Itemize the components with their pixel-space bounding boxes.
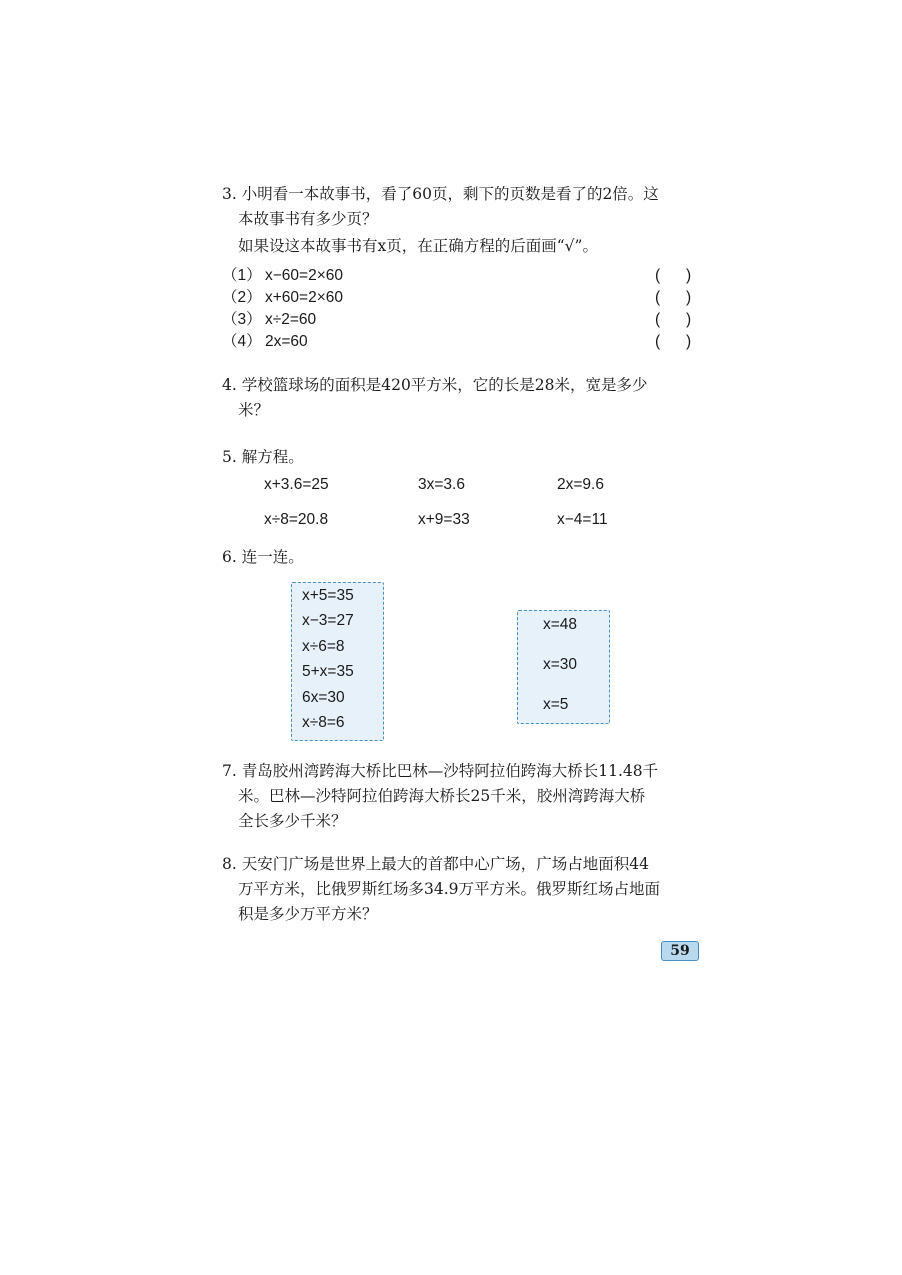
q3-option-2-equation: x+60=2×60 xyxy=(265,289,344,306)
q5-equation-4: x÷8=20.8 xyxy=(264,511,329,528)
q7-line2: 米。巴林—沙特阿拉伯跨海大桥长25千米，胶州湾跨海大桥 xyxy=(238,787,646,805)
q4-line1: 4. 学校篮球场的面积是420平方米，它的长是28米，宽是多少 xyxy=(222,376,648,394)
q6-title: 6. 连一连。 xyxy=(222,548,304,566)
q3-option-4-label: （4） xyxy=(222,333,262,350)
q5-equation-6: x−4=11 xyxy=(557,511,608,528)
q6-left-item-5[interactable]: 6x=30 xyxy=(302,689,345,706)
q3-option-2-label: （2） xyxy=(222,289,262,306)
q5-equation-3: 2x=9.6 xyxy=(557,476,604,493)
q3-option-1-label: （1） xyxy=(222,267,262,284)
q3-option-3-answer-parens[interactable]: ( ) xyxy=(655,311,692,328)
q3-option-4-answer-parens[interactable]: ( ) xyxy=(655,333,692,350)
q6-right-item-3[interactable]: x=5 xyxy=(543,696,569,713)
q6-left-item-4[interactable]: 5+x=35 xyxy=(302,663,354,680)
q6-right-item-2[interactable]: x=30 xyxy=(543,656,578,673)
q7-line1: 7. 青岛胶州湾跨海大桥比巴林—沙特阿拉伯跨海大桥长11.48千 xyxy=(222,762,659,780)
q8-line1: 8. 天安门广场是世界上最大的首都中心广场，广场占地面积44 xyxy=(222,855,649,873)
q6-left-item-3[interactable]: x÷6=8 xyxy=(302,638,345,655)
q6-left-item-1[interactable]: x+5=35 xyxy=(302,587,354,604)
q3-line3: 如果设这本故事书有x页，在正确方程的后面画“√”。 xyxy=(238,237,598,255)
q3-line2: 本故事书有多少页？ xyxy=(238,210,378,228)
q3-option-3-equation: x÷2=60 xyxy=(265,311,317,328)
q4-line2: 米？ xyxy=(238,401,270,419)
q5-equation-1: x+3.6=25 xyxy=(264,476,329,493)
q3-option-1-answer-parens[interactable]: ( ) xyxy=(655,267,692,284)
q3-line1: 3. 小明看一本故事书，看了60页，剩下的页数是看了的2倍。这 xyxy=(222,185,659,203)
q6-right-item-1[interactable]: x=48 xyxy=(543,616,578,633)
q3-option-2-answer-parens[interactable]: ( ) xyxy=(655,289,692,306)
q3-option-4-equation: 2x=60 xyxy=(265,333,308,350)
q8-line3: 积是多少万平方米？ xyxy=(238,905,378,923)
q6-left-item-6[interactable]: x÷8=6 xyxy=(302,714,345,731)
q3-option-3-label: （3） xyxy=(222,311,262,328)
q7-line3: 全长多少千米？ xyxy=(238,812,347,830)
q5-equation-2: 3x=3.6 xyxy=(418,476,465,493)
q3-option-1-equation: x−60=2×60 xyxy=(265,267,344,284)
q5-title: 5. 解方程。 xyxy=(222,448,304,466)
q6-left-item-2[interactable]: x−3=27 xyxy=(302,612,354,629)
q5-equation-5: x+9=33 xyxy=(418,511,470,528)
q8-line2: 万平方米，比俄罗斯红场多34.9万平方米。俄罗斯红场占地面 xyxy=(238,880,661,898)
page-number-badge: 59 xyxy=(661,941,699,961)
